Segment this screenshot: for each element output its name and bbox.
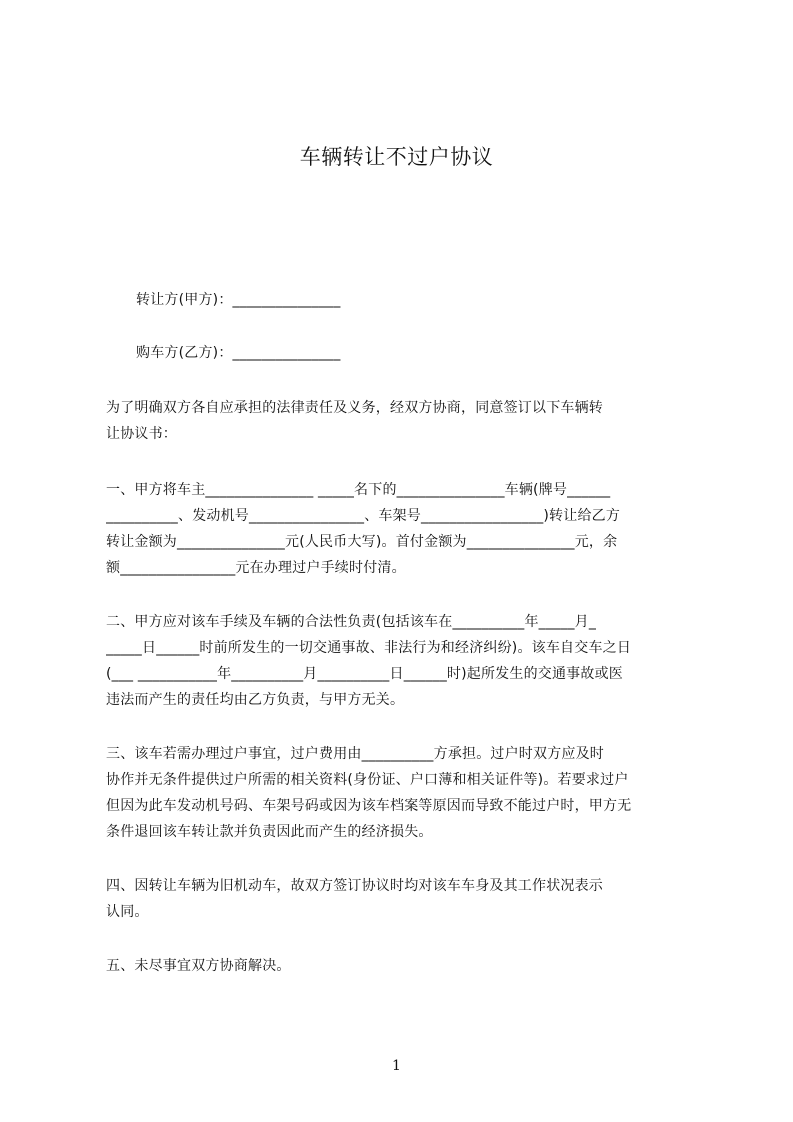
clause-3-line: 但因为此车发动机号码、车架号码或因为该车档案等原因而导致不能过户时，甲方无 — [106, 798, 632, 814]
clause-3-line: 条件退回该车转让款并负责因此而产生的经济损失。 — [106, 824, 433, 840]
clause-3-line: 三、该车若需办理过户事宜，过户费用由__________方承担。过户时双方应及时 — [106, 746, 604, 762]
clause-2-line: 违法而产生的责任均由乙方负责，与甲方无关。 — [106, 692, 405, 708]
clause-2-line: 二、甲方应对该车手续及车辆的合法性负责(包括该车在__________年_____月_ — [106, 614, 597, 630]
document-title: 车辆转让不过户协议 — [299, 145, 494, 169]
intro-line: 为了明确双方各自应承担的法律责任及义务，经双方协商，同意签订以下车辆转 — [106, 400, 603, 416]
clause-3-line: 协作并无条件提供过户所需的相关资料(身份证、户口薄和相关证件等)。若要求过户 — [106, 772, 629, 788]
party-b-line: 购车方(乙方)：_______________ — [136, 345, 341, 361]
clause-1-line: 一、甲方将车主_______________ _____名下的_______________车辆(牌号______ — [106, 482, 611, 498]
clause-4-line: 四、因转让车辆为旧机动车，故双方签订协议时均对该车车身及其工作状况表示 — [106, 878, 603, 894]
clause-5-line: 五、未尽事宜双方协商解决。 — [106, 958, 291, 974]
clause-1-line: 额________________元在办理过户手续时付清。 — [106, 560, 406, 576]
clause-1-line: 转让金额为_______________元(人民币大写)。首付金额为_______________元，余 — [106, 534, 618, 550]
intro-line: 让协议书： — [106, 426, 177, 442]
clause-1-line: __________、发动机号________________、车架号_________________)转让给乙方 — [106, 508, 621, 524]
clause-2-line: (___ ___________年__________月__________日______时)起所发生的交通事故或医 — [106, 666, 623, 682]
clause-4-line: 认同。 — [106, 904, 149, 920]
party-a-line: 转让方(甲方)：_______________ — [136, 292, 341, 308]
page-number: 1 — [392, 1058, 401, 1074]
clause-2-line: _____日______时前所发生的一切交通事故、非法行为和经济纠纷)。该车自交车之日 — [106, 640, 632, 656]
